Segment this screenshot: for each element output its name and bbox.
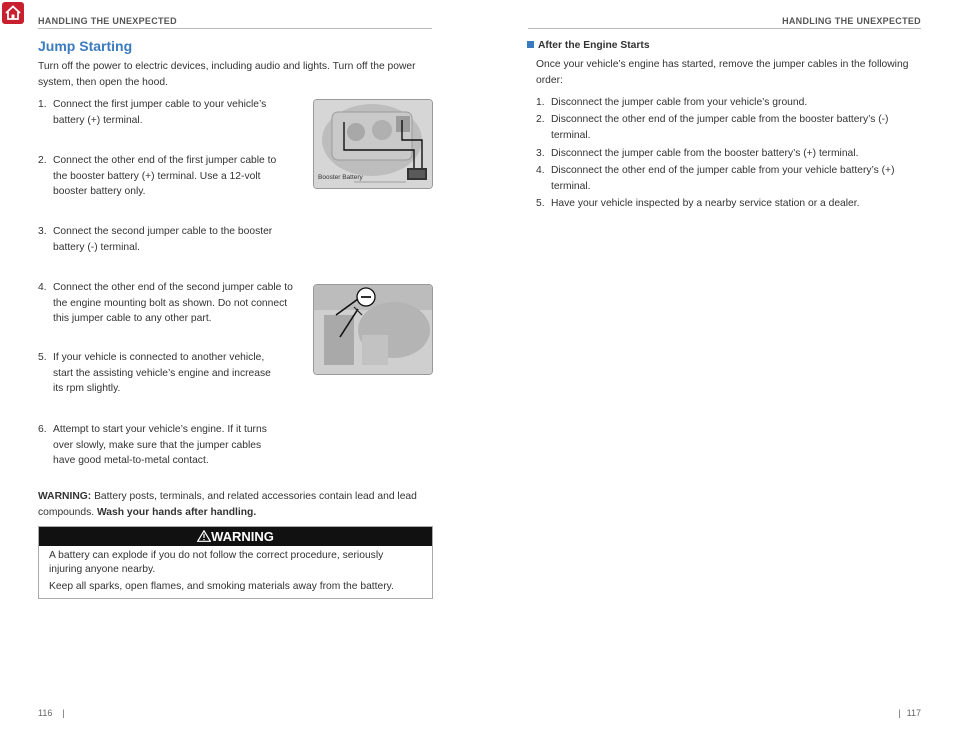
removal-step: 1. Disconnect the jumper cable from your vehicle’s ground. <box>536 97 808 108</box>
intro-paragraph: Turn off the power to electric devices, including audio and lights. Turn off the power system, then open the hood. <box>38 61 416 88</box>
booster-battery-label: Booster Battery <box>318 174 363 181</box>
removal-step: 2. Disconnect the other end of the jumper cable from the booster battery’s (-) terminal. <box>536 114 889 141</box>
left-page-header: HANDLING THE UNEXPECTED <box>38 16 177 26</box>
removal-step: 4. Disconnect the other end of the jumper cable from your vehicle battery’s (+) terminal. <box>536 165 895 192</box>
section-title: Jump Starting <box>38 38 133 54</box>
removal-intro: Once your vehicle’s engine has started, remove the jumper cables in the following order: <box>536 59 909 86</box>
right-header-rule <box>528 28 921 29</box>
warning-box <box>38 526 433 599</box>
step-item: 2. Connect the other end of the first jumper cable to the booster battery (+) terminal. Use a 12-volt booster battery only. <box>38 155 277 197</box>
home-icon <box>2 2 24 24</box>
step-item: 1. Connect the first jumper cable to your vehicle’s battery (+) terminal. <box>38 99 267 126</box>
step-item: 3. Connect the second jumper cable to the booster battery (-) terminal. <box>38 226 273 253</box>
home-button[interactable] <box>2 2 24 24</box>
warning-box-text-2: Keep all sparks, open flames, and smoking materials away from the battery. <box>49 581 394 592</box>
warning-box-title: WARNING <box>211 529 274 544</box>
step-item: 5. If your vehicle is connected to another vehicle, start the assisting vehicle’s engine and increase its rpm slightly. <box>38 352 271 394</box>
warning-note-label: WARNING: <box>38 491 92 502</box>
lead-warning-note: WARNING: Battery posts, terminals, and related accessories contain lead and lead compounds. Wash your hands after handling. <box>38 491 417 518</box>
right-page-number: | 117 <box>898 708 921 718</box>
warning-triangle-icon <box>197 530 211 542</box>
step-item: 6. Attempt to start your vehicle’s engine. If it turns over slowly, make sure that the jumper cables have good metal-to-metal contact. <box>38 424 267 466</box>
square-bullet-icon <box>527 41 534 48</box>
right-page-header: HANDLING THE UNEXPECTED <box>782 16 921 26</box>
step-item: 4. Connect the other end of the second jumper cable to the engine mounting bolt as shown. Do not connect this jumper cable to any other part. <box>38 282 293 324</box>
wash-hands-text: Wash your hands after handling. <box>96 506 257 518</box>
warning-box-text-1: A battery can explode if you do not follow the correct procedure, seriously injuring anyone nearby. <box>49 550 384 575</box>
warning-box-header <box>39 527 432 546</box>
left-header-rule <box>38 28 432 29</box>
engine-bay-illustration <box>313 99 433 189</box>
engine-mounting-bolt-illustration <box>313 284 433 375</box>
left-page-number: 116 | <box>38 708 65 718</box>
removal-step: 3. Disconnect the jumper cable from the booster battery’s (+) terminal. <box>536 148 859 159</box>
after-engine-starts-heading: After the Engine Starts <box>527 40 650 51</box>
removal-step: 5. Have your vehicle inspected by a nearby service station or a dealer. <box>536 198 860 209</box>
